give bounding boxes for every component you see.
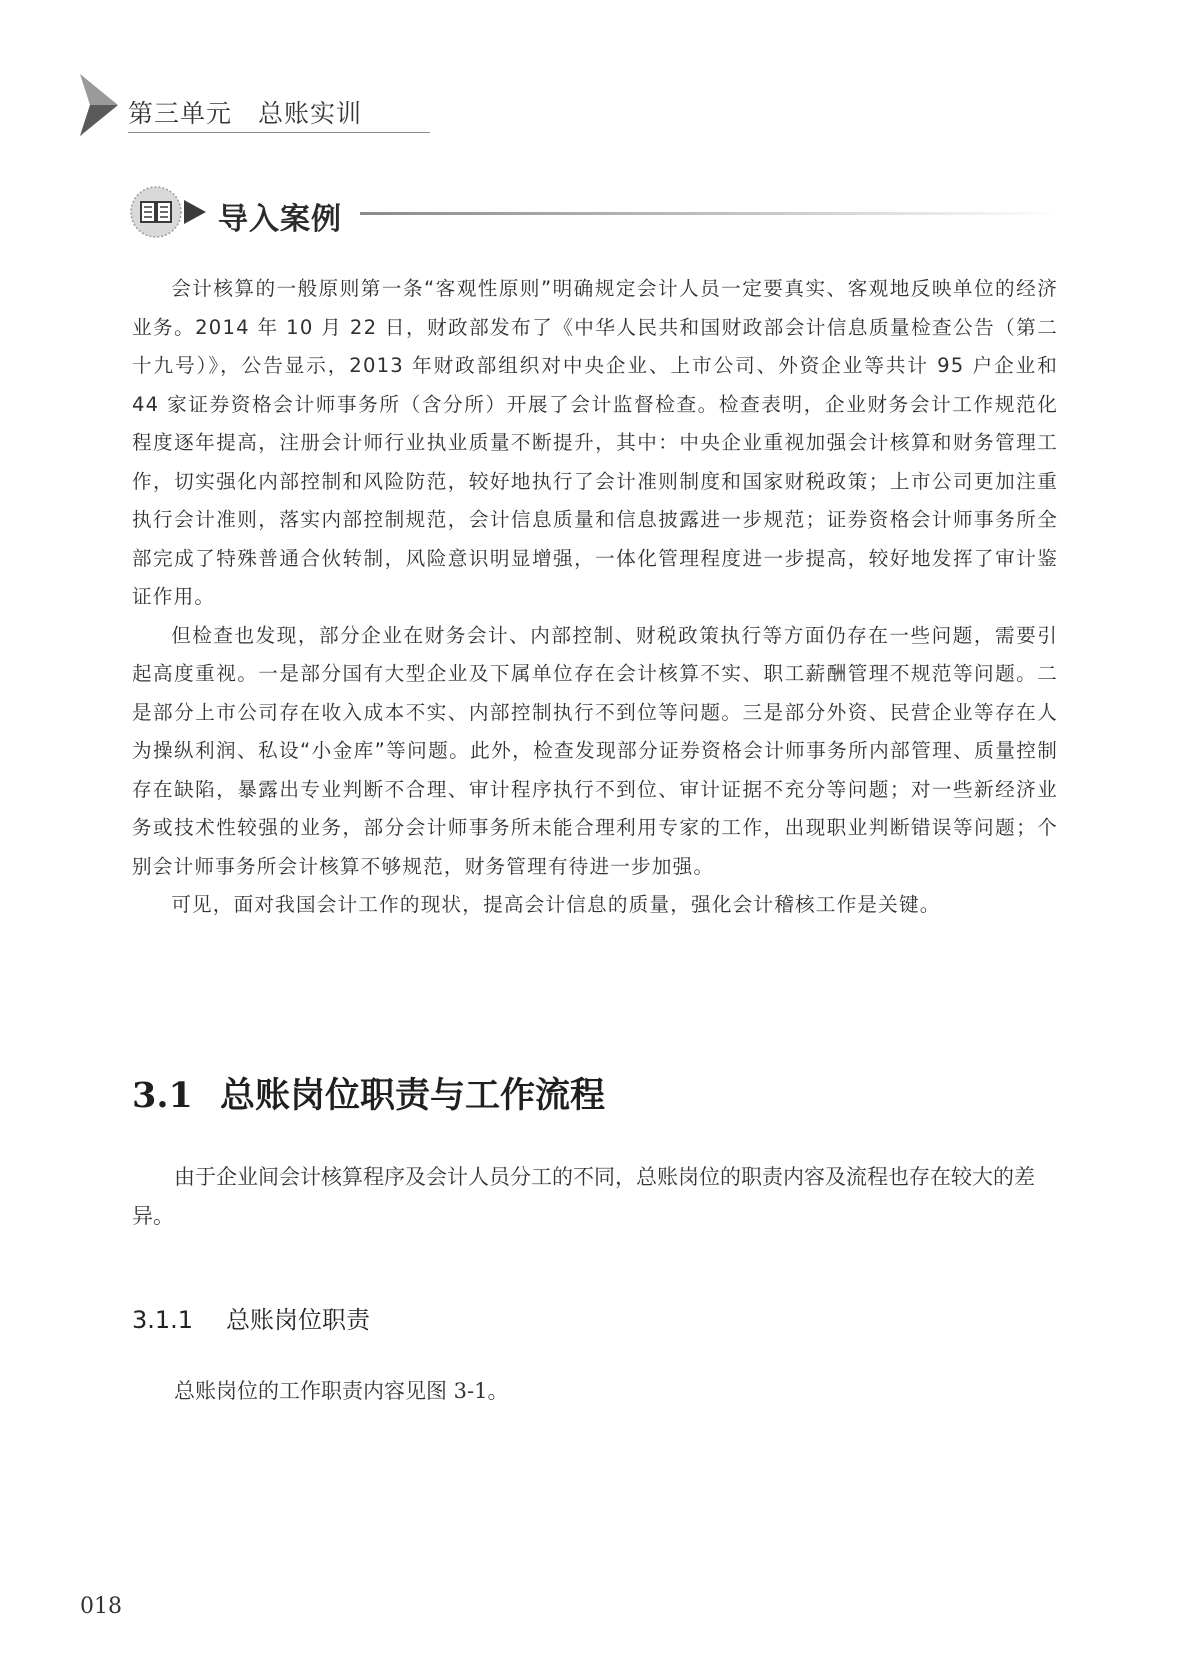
subsection-number: 3.1.1 — [132, 1306, 194, 1334]
intro-case-label: 导入案例 — [218, 202, 342, 237]
case-paragraph-2: 但检查也发现，部分企业在财务会计、内部控制、财税政策执行等方面仍存在一些问题，需要引起高度重视。一是部分国有大型企业及下属单位存在会计核算不实、职工薪酬管理不规范等问题。二是部分上市公司存在收入成本不实、内部控制执行不到位等问题。三是部分外资、民营企业等存在人为操纵利润、私设“小金库”等问题。此外，检查发现部分证券资格会计师事务所内部管理、质量控制存在缺陷，暴露出专业判断不合理、审计程序执行不到位、审计证据不充分等问题；对一些新经济业务或技术性较强的业务，部分会计师事务所未能合理利用专家的工作，出现职业判断错误等问题；个别会计师事务所会计核算不够规范，财务管理有待进一步加强。 — [132, 623, 1058, 878]
section-title: 总账岗位职责与工作流程 — [220, 1075, 606, 1116]
case-paragraph-1: 会计核算的一般原则第一条“客观性原则”明确规定会计人员一定要真实、客观地反映单位的经济业务。2014 年 10 月 22 日，财政部发布了《中华人民共和国财政部会计信息质量检查公告（第二十九号）》，公告显示，2013 年财政部组织对中央企业、上市公司、外资企业等共计 95 户企业和 44 家证券资格会计师事务所（含分所）开展了会计监督检查。检查表明，企业财务会计工作规范化程度逐年提高，注册会计师行业执业质量不断提升，其中：中央企业重视加强会计核算和财务管理工作，切实强化内部控制和风险防范，较好地执行了会计准则制度和国家财税政策；上市公司更加注重执行会计准则，落实内部控制规范，会计信息质量和信息披露进一步规范；证券资格会计师事务所全部完成了特殊普通合伙转制，风险意识明显增强，一体化管理程度进一步提高，较好地发挥了审计鉴证作用。 — [132, 277, 1058, 608]
page-number: 018 — [80, 1594, 122, 1619]
subsection-heading — [132, 1300, 370, 1335]
section-intro: 由于企业间会计核算程序及会计人员分工的不同，总账岗位的职责内容及流程也存在较大的差异。 — [132, 1165, 1035, 1228]
subsection-title: 总账岗位职责 — [226, 1306, 370, 1334]
intro-case-heading — [130, 186, 1060, 242]
running-header — [80, 74, 380, 140]
heading-rule — [360, 212, 1060, 215]
intro-case-body — [132, 270, 1058, 925]
case-paragraph-3: 可见，面对我国会计工作的现状，提高会计信息的质量，强化会计稽核工作是关键。 — [171, 893, 941, 916]
section-number: 3.1 — [132, 1075, 193, 1116]
open-book-icon — [130, 186, 210, 238]
unit-title: 第三单元 总账实训 — [128, 99, 363, 128]
header-rule — [128, 132, 430, 133]
chevron-icon — [80, 74, 120, 136]
section-heading — [132, 1068, 605, 1118]
subsection-text: 总账岗位的工作职责内容见图 3-1。 — [174, 1379, 509, 1403]
